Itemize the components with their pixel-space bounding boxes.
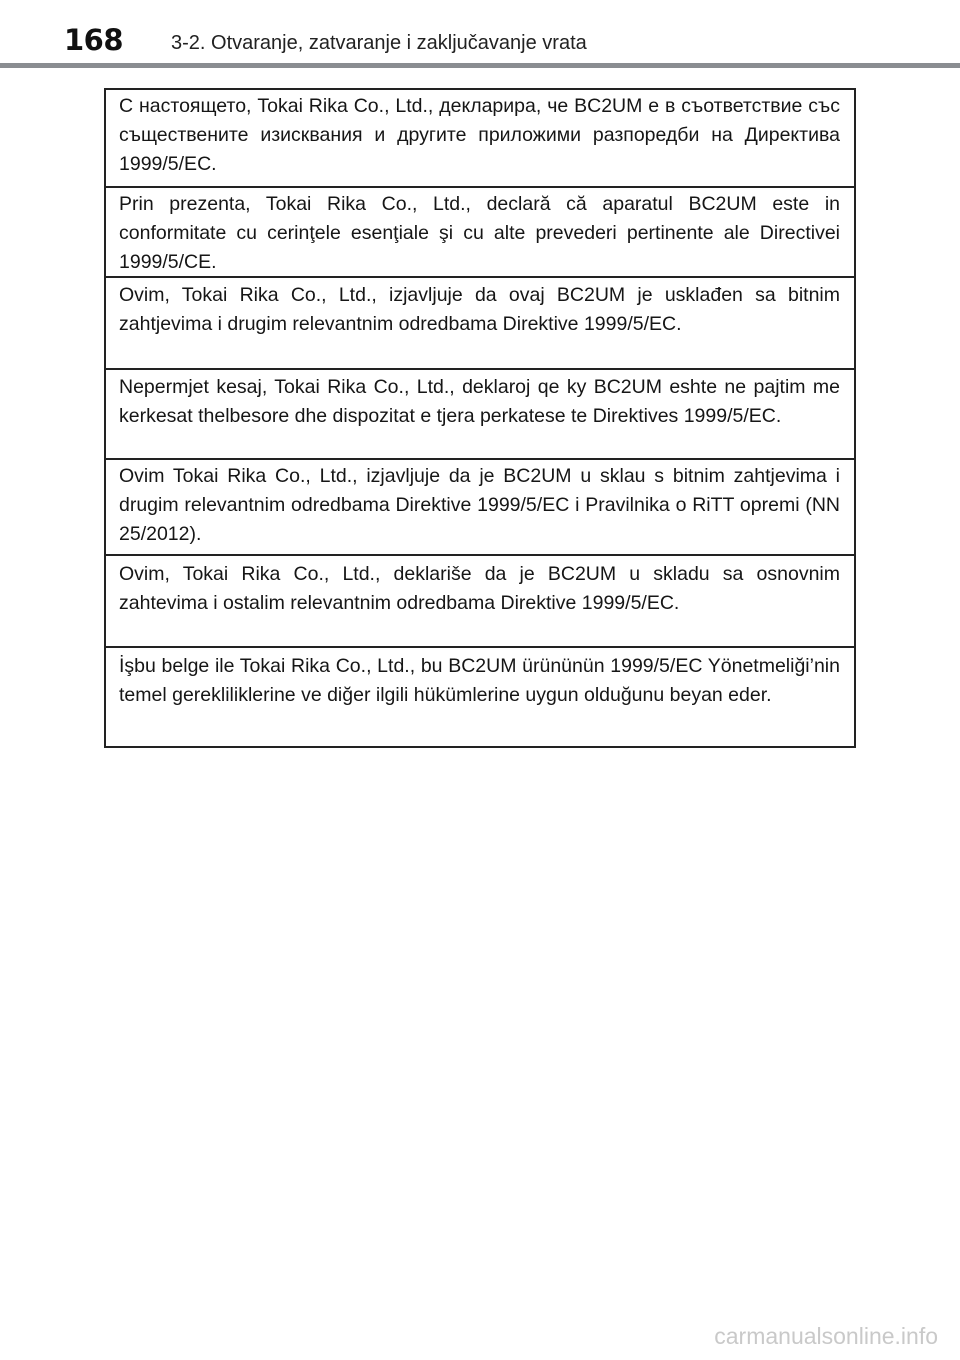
declarations-table: [104, 88, 856, 748]
header-divider: [0, 63, 960, 68]
watermark-text: carmanualsonline.info: [714, 1323, 938, 1349]
section-title: 3-2. Otvaranje, zatvaranje i zaključavanje vrata: [171, 32, 587, 54]
declaration-serbian: [106, 554, 854, 646]
declaration-text: Ovim, Tokai Rika Co., Ltd., izjavljuje da ovaj BC2UM je usklađen sa bitnim zahtjevima i drugim relevantnim odredbama Direktive 1999/5/EC.: [119, 284, 840, 335]
declaration-text: Ovim Tokai Rika Co., Ltd., izjavljuje da je BC2UM u sklau s bitnim zahtjevima i drugim relevantnim odredbama Direktive 1999/5/EC i Pravilnika o RiTT opremi (NN 25/2012).: [119, 465, 840, 545]
declaration-romanian: [106, 186, 854, 276]
page-number: 168: [64, 23, 124, 57]
declaration-bosnian: [106, 276, 854, 368]
declaration-text: Nepermjet kesaj, Tokai Rika Co., Ltd., deklaroj qe ky BC2UM eshte ne pajtim me kerkesat thelbesore dhe dispozitat e tjera perkatese te Direktives 1999/5/EC.: [119, 376, 840, 427]
declaration-turkish: [106, 646, 854, 746]
declaration-albanian: [106, 368, 854, 458]
declaration-text: Ovim, Tokai Rika Co., Ltd., deklariše da je BC2UM u skladu sa osnovnim zahtevima i ostalim relevantnim odredbama Direktive 1999/5/EC.: [119, 563, 840, 614]
declaration-text: Prin prezenta, Tokai Rika Co., Ltd., declară că aparatul BC2UM este in conformitate cu cerinţele esenţiale şi cu alte prevederi pertinente ale Directivei 1999/5/CE.: [119, 193, 840, 273]
declaration-bulgarian: [106, 90, 854, 186]
declaration-text: İşbu belge ile Tokai Rika Co., Ltd., bu BC2UM ürününün 1999/5/EC Yönetmeliği’nin temel gerekliliklerine ve diğer ilgili hükümlerine uygun olduğunu beyan eder.: [119, 655, 840, 706]
declaration-text: С настоящето, Tokai Rika Co., Ltd., декларира, че BC2UM е в съответствие със съществените изисквания и другите приложими разпоредби на Директива 1999/5/EC.: [119, 95, 840, 175]
declaration-croatian: [106, 458, 854, 554]
page-header: [0, 0, 960, 70]
